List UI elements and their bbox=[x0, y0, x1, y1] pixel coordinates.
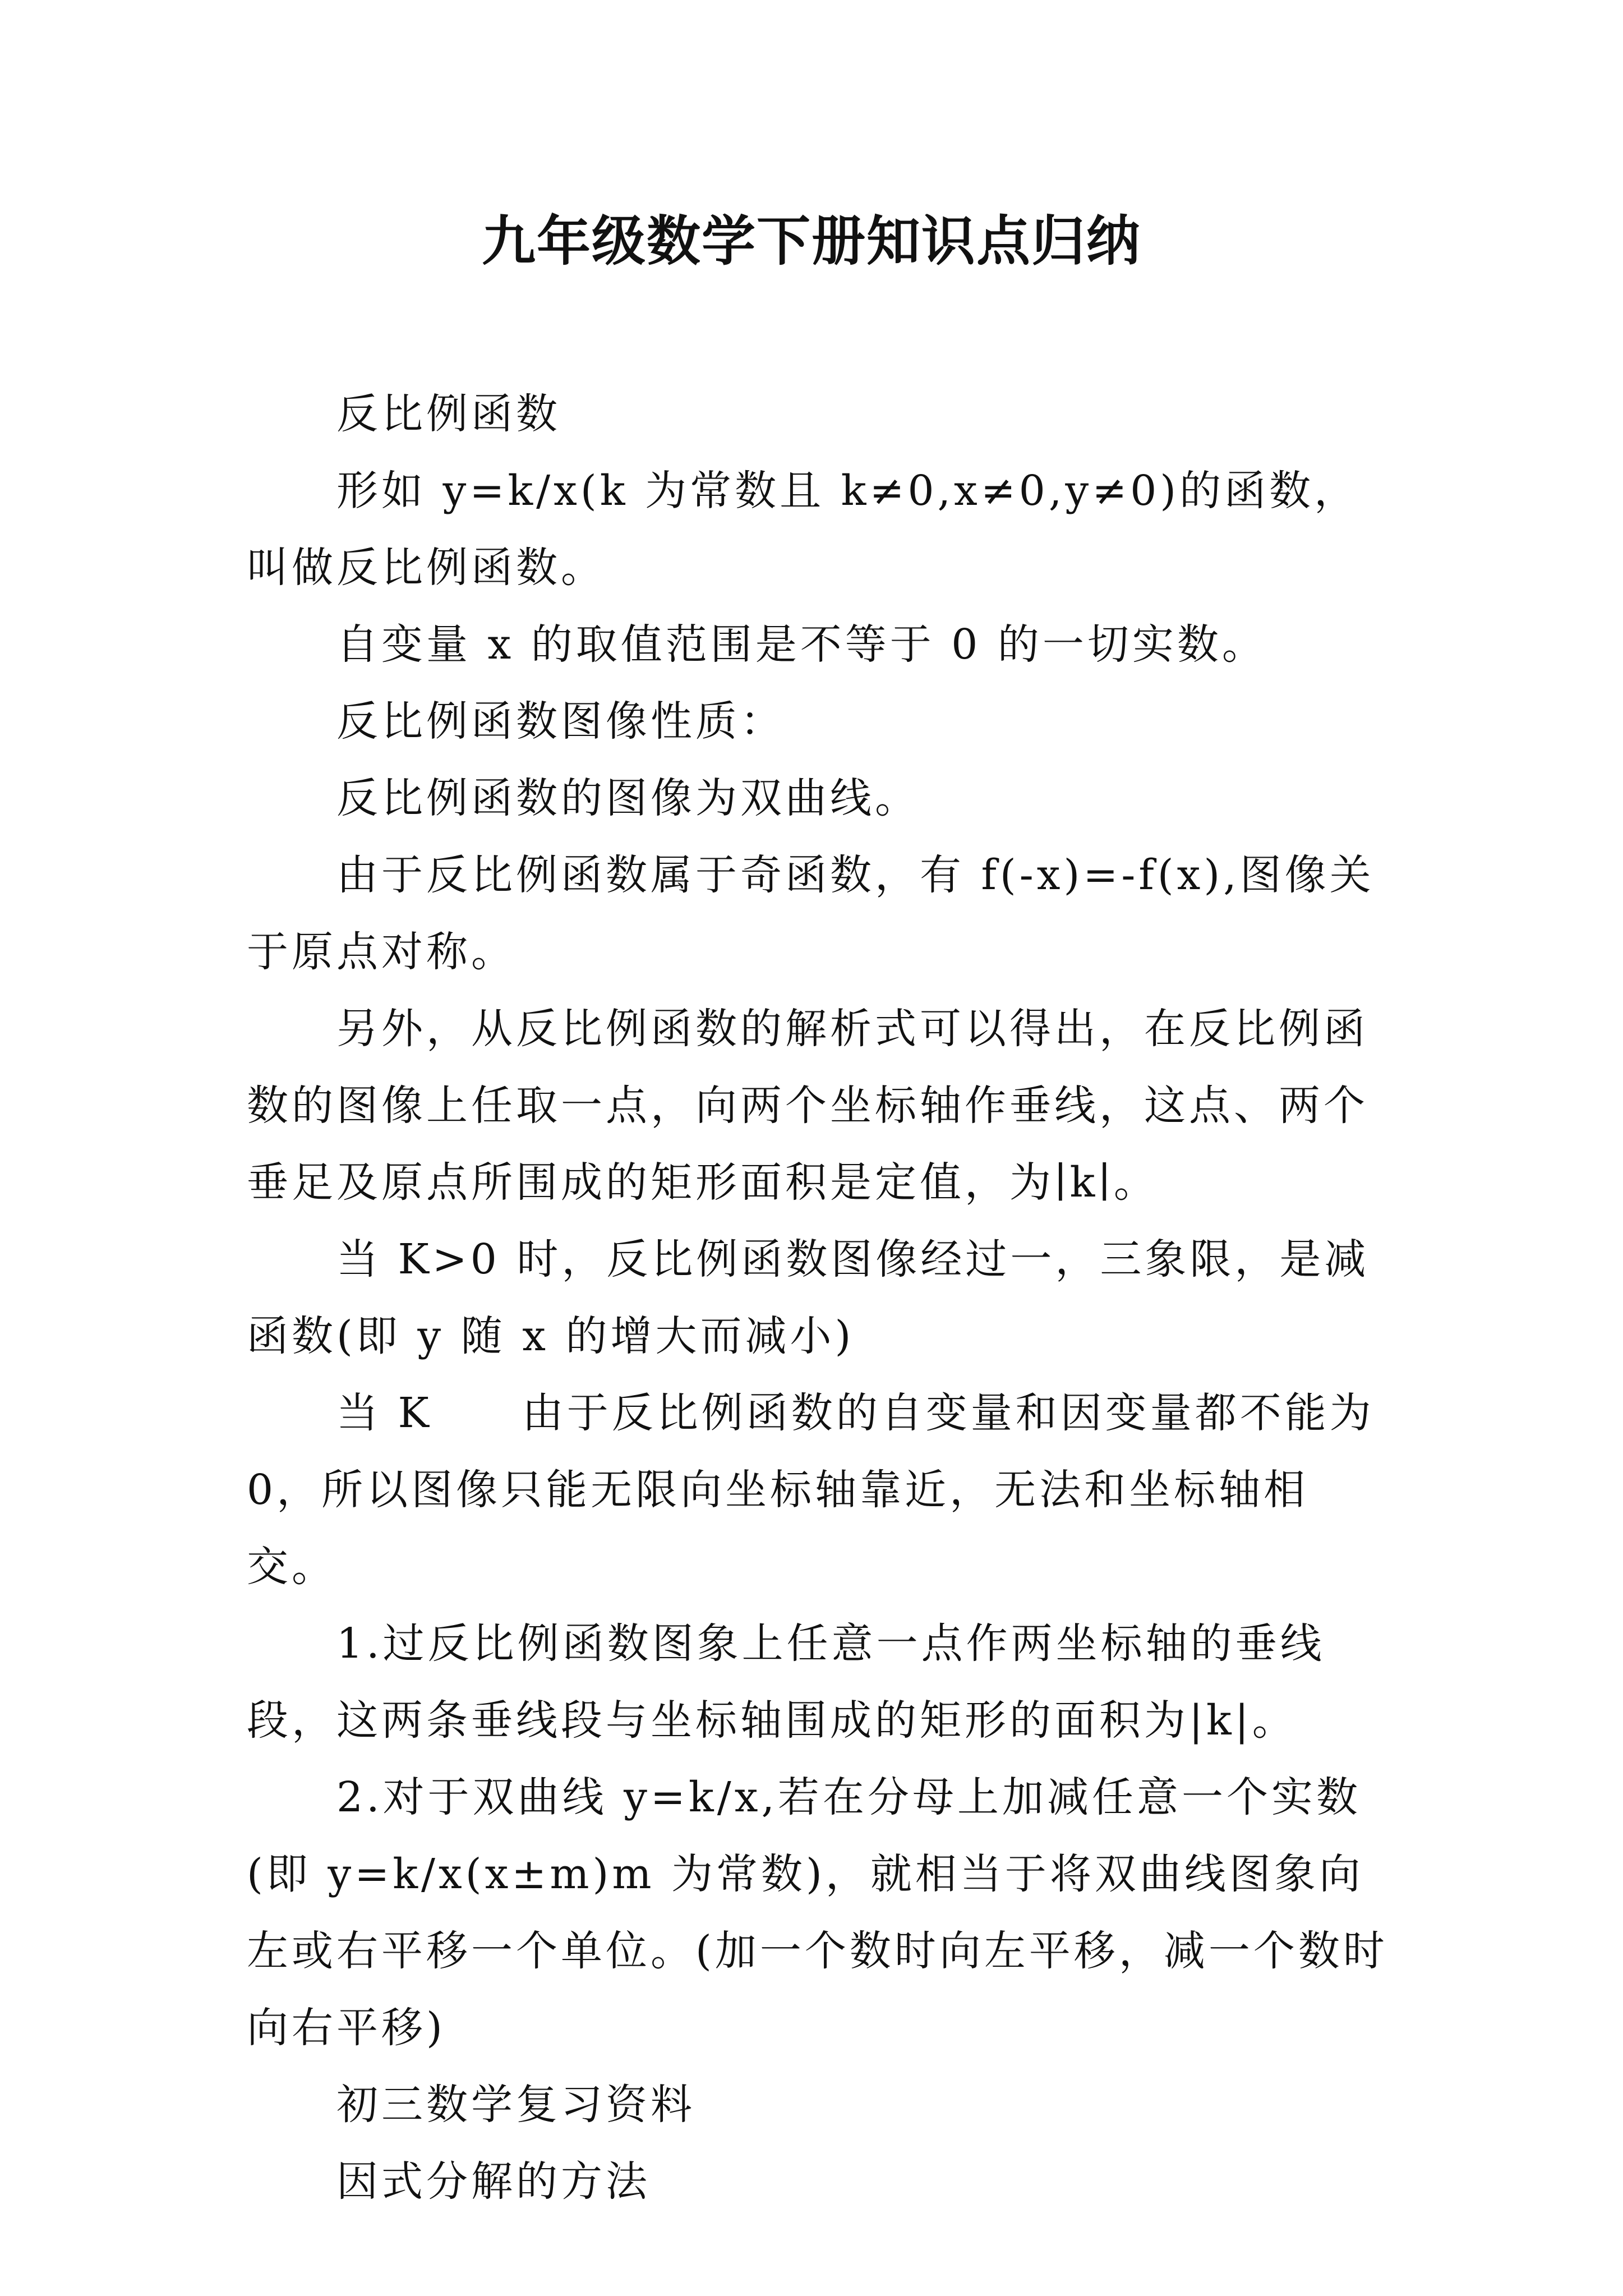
section-heading-inverse-proportion: 反比例函数 bbox=[336, 390, 561, 438]
paragraph-k-negative: 当 K 由于反比例函数的自变量和因变量都不能为 0，所以图像只能无限向坐标轴靠近，无法和坐标轴相交。 bbox=[247, 1389, 1375, 1591]
section-heading-review: 初三数学复习资料 bbox=[336, 2081, 695, 2129]
document-title: 九年级数学下册知识点归纳 bbox=[482, 210, 1141, 273]
paragraph-point-1: 1.过反比例函数图象上任意一点作两坐标轴的垂线段，这两条垂线段与坐标轴围成的矩形的面积为|k|。 bbox=[247, 1619, 1325, 1745]
paragraph-definition: 形如 y=k/x(k 为常数且 k≠0,x≠0,y≠0)的函数，叫做反比例函数。 bbox=[247, 467, 1359, 592]
paragraph-point-2: 2.对于双曲线 y=k/x,若在分母上加减任意一个实数(即 y=k/x(x±m)m 为常数)，就相当于将双曲线图象向左或右平移一个单位。(加一个数时向左平移，减一个数时向右平移) bbox=[247, 1773, 1388, 2052]
paragraph-domain: 自变量 x 的取值范围是不等于 0 的一切实数。 bbox=[336, 620, 1267, 669]
paragraph-rectangle-area: 另外，从反比例函数的解析式可以得出，在反比例函数的图像上任取一点，向两个坐标轴作垂线，这点、两个垂足及原点所围成的矩形面积是定值，为∣k∣。 bbox=[247, 1005, 1368, 1207]
paragraph-graph-properties-heading: 反比例函数图像性质： bbox=[336, 697, 785, 746]
section-heading-factorization: 因式分解的方法 bbox=[336, 2157, 651, 2206]
paragraph-k-positive: 当 K>0 时，反比例函数图像经过一，三象限，是减函数(即 y 随 x 的增大而减小) bbox=[247, 1235, 1370, 1360]
paragraph-hyperbola: 反比例函数的图像为双曲线。 bbox=[336, 774, 920, 822]
paragraph-odd-function: 由于反比例函数属于奇函数，有 f(-x)=-f(x),图像关于原点对称。 bbox=[247, 851, 1375, 976]
document-body bbox=[247, 376, 1391, 2220]
